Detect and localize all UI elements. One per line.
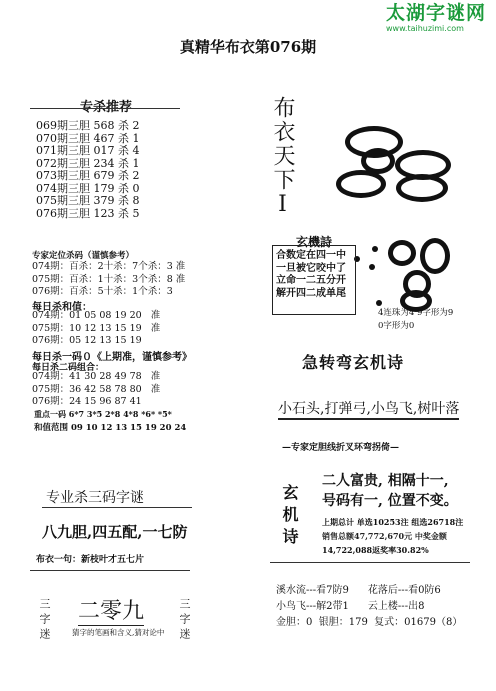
jizhuan-poem: 小石头,打弹弓,小鸟飞,树叶落 [278,398,459,420]
zhuanjia-vertical: 玄机诗 [280,484,299,550]
zhuanjia-stat2: 销售总额47,772,670元 中奖金额 [322,531,447,541]
xuanji-line: 一旦被它咬中了 [276,262,346,274]
zhuanjia-stat3: 14,722,088返奖率30.82% [322,545,429,555]
shahe-row: 074期：01 05 08 19 20 准 [32,310,161,321]
divider [30,108,180,109]
site-logo [386,2,494,38]
zhuansha-row: 069期三胆 568 杀 2 [36,119,140,132]
zhongdian-row1: 重点一码 6*7 3*5 2*8 4*8 *6* *5* [34,409,172,419]
shaerma-header: 每日杀二码组合： [32,363,105,373]
zhuanjia-line2: 号码有一, 位置不变。 [322,493,458,509]
shayima-row: 076期：24 15 96 87 41 [32,396,142,408]
divider [42,507,192,508]
zhuanjia-line1: 二人富贵, 相隔十一, [322,473,449,489]
divider [270,562,470,563]
xuanji-box [272,245,356,315]
shayima-row: 074期：41 30 28 49 78 准 [32,371,161,382]
dingwei-row: 074期：百杀：2十杀：7个杀：3 准 [32,261,186,272]
shahe-header: 每日杀和值： [32,302,92,313]
dingwei-row: 076期：百杀：5十杀：1个杀：3 [32,286,173,298]
divider [30,570,190,571]
xuanji-title: 玄機詩 [296,235,333,249]
zhuansha-row: 074期三胆 179 杀 0 [36,181,140,195]
zhuansha-list [36,120,139,220]
riddle-note: 猜字的笔画和含义,猜对论中 [72,628,165,637]
xuanji-line: 立命一二五分开 [276,275,346,286]
zhuanjia-header: —专家定胆线折叉环弯拐倚— [282,443,400,453]
zhuansha-row: 073期三胆 679 杀 2 [36,169,140,182]
bottom-right-line: 溪水流---看7防9 花落后---看0防6 [276,585,441,596]
xuanji-note: 4连珠为4 9字形为9 [378,308,454,318]
logo-name: 太湖字谜网 [386,2,487,24]
shahe-row: 075期：10 12 13 15 19 准 [32,322,161,334]
shahe-list [32,310,160,348]
shayima-row: 075期：36 42 58 78 80 准 [32,383,161,395]
zhuansha-row: 072期三胆 234 杀 1 [36,156,140,170]
zhuansha-row: 070期三胆 467 杀 1 [36,131,140,145]
xuanji-line: 合数定在四一中 [276,250,346,261]
zhuansha-row: 076期三胆 123 杀 5 [36,206,140,220]
shahe-row: 076期：05 12 13 15 19 [32,335,142,347]
dingwei-header: 专家定位杀码（谨慎参考） [32,251,135,261]
bottom-right-line: 金胆：0 银胆：179 复式：01679（8） [276,617,463,628]
right-vertical-label: 三字迷 [178,598,191,643]
riddle-center: 二零九 [78,594,144,626]
shayima-list [32,371,160,409]
left-vertical-label: 三字迷 [38,598,51,643]
bottom-right-line: 小鸟飞---解2带1 云上楼---出8 [276,601,425,612]
zhuanye-big: 八九胆,四五配,一七防 [42,523,188,541]
shayima-header: 每日杀一码０《上期准，谨慎参考》 [32,352,192,363]
zhuanjia-stat1: 上期总计 单选10253注 组选26718注 [322,517,464,527]
logo-url: www.taihuzimi.com [386,24,464,33]
xuanji-note2: 0字形为0 [378,321,415,331]
zhongdian-row2: 和值范围 09 10 12 13 15 19 20 24 [34,423,187,433]
bottom-right-lines [276,583,462,631]
zhuansha-row: 071期三胆 017 杀 4 [36,144,140,157]
zhuanye-header: 专业杀三码字谜 [46,490,144,506]
zhuansha-header: 专杀推荐 [80,100,133,115]
dingwei-row: 075期：百杀：1十杀：3个杀：8 准 [32,273,186,285]
zhuansha-row: 075期三胆 379 杀 8 [36,194,140,207]
zhuanye-sub: 布衣一句：新枝叶才五七片 [36,555,145,565]
xuanji-lines [273,246,355,300]
dingwei-list [32,261,185,299]
xuanji-line: 解开四二成单尾 [276,287,346,299]
jizhuan-title: 急转弯玄机诗 [302,353,405,372]
page-title: 真精华布衣第076期 [179,38,317,56]
buyi-vertical: 布衣天下Ⅰ [270,96,295,219]
